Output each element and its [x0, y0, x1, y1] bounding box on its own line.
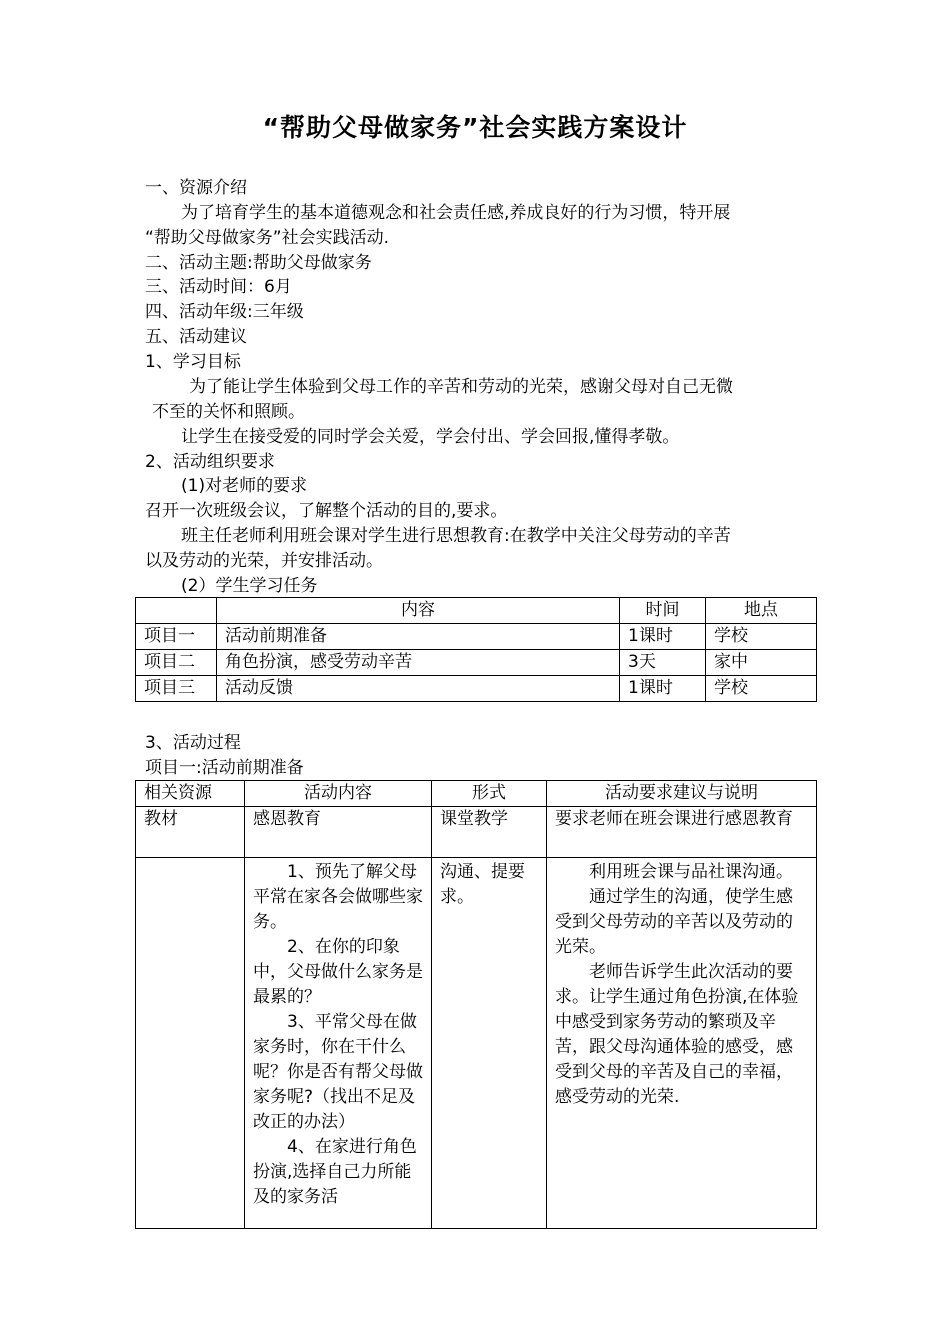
table-row	[136, 807, 817, 858]
requirement-heading: (2）学生学习任务	[181, 576, 318, 596]
note-paragraph: 利用班会课与品社课沟通。	[589, 862, 793, 882]
note-paragraph: 老师告诉学生此次活动的要求。让学生通过角色扮演,在体验中感受到家务劳动的繁琐及辛苦，跟父母沟通体验的感受，感受到父母的辛苦及自己的幸福，感受劳动的光荣.	[555, 962, 799, 1107]
table-cell: 1课时	[620, 624, 706, 650]
table-header-cell: 活动要求建议与说明	[547, 781, 817, 807]
activity-notes-cell	[547, 858, 817, 1229]
table-header-row	[136, 781, 817, 807]
goal-text: 让学生在接受爱的同时学会关爱，学会付出、学会回报,懂得孝敬。	[181, 427, 680, 447]
table-cell: 项目二	[136, 650, 217, 676]
requirement-text: 班主任老师利用班会课对学生进行思想教育:在教学中关注父母劳动的辛苦	[181, 526, 731, 546]
section-heading-grade: 四、活动年级:三年级	[145, 302, 304, 322]
table-header-cell: 活动内容	[245, 781, 432, 807]
table-cell: 沟通、提要求。	[432, 858, 547, 1229]
table-row	[136, 676, 817, 702]
requirement-text: 召开一次班级会议，了解整个活动的目的,要求。	[145, 501, 508, 521]
table-header-cell: 内容	[217, 598, 620, 624]
activity-step: 3、平常父母在做家务时，你在干什么呢？你是否有帮父母做家务呢?（找出不足及改正的办法）	[253, 1012, 423, 1132]
table-cell: 家中	[706, 650, 817, 676]
table-cell: 感恩教育	[245, 807, 432, 858]
table-cell: 学校	[706, 624, 817, 650]
section-heading-suggestions: 五、活动建议	[145, 327, 247, 347]
activity-content-cell	[245, 858, 432, 1229]
task-table	[135, 597, 817, 702]
note-paragraph: 通过学生的沟通，使学生感受到父母劳动的辛苦以及劳动的光荣。	[555, 887, 793, 957]
table-cell: 项目一	[136, 624, 217, 650]
activity-step: 4、在家进行角色扮演,选择自己力所能及的家务活	[253, 1137, 417, 1207]
process-table	[135, 780, 817, 1229]
requirement-heading: (1)对老师的要求	[181, 476, 308, 496]
goal-text: 为了能让学生体验到父母工作的辛苦和劳动的光荣，感谢父母对自己无微	[189, 377, 733, 397]
table-cell	[136, 858, 245, 1229]
table-cell: 1课时	[620, 676, 706, 702]
section-heading-time: 三、活动时间：6月	[145, 277, 292, 297]
section-heading-theme: 二、活动主题:帮助父母做家务	[145, 253, 372, 273]
subheading-organization: 2、活动组织要求	[145, 452, 275, 472]
table-header-cell: 形式	[432, 781, 547, 807]
table-cell: 课堂教学	[432, 807, 547, 858]
activity-step: 1、预先了解父母平常在家各会做哪些家务。	[253, 862, 423, 932]
table-header-cell: 相关资源	[136, 781, 245, 807]
activity-step: 2、在你的印象中，父母做什么家务是最累的？	[253, 937, 423, 1007]
table-cell: 要求老师在班会课进行感恩教育	[547, 807, 817, 858]
table-cell: 学校	[706, 676, 817, 702]
table-cell: 活动反馈	[217, 676, 620, 702]
table-header-row	[136, 598, 817, 624]
section-heading-resources: 一、资源介绍	[145, 178, 247, 198]
goal-text: 不至的关怀和照顾。	[152, 402, 305, 422]
requirement-text: 以及劳动的光荣，并安排活动。	[145, 551, 383, 571]
table-header-cell: 时间	[620, 598, 706, 624]
table-row	[136, 858, 817, 1229]
table-header-cell: 地点	[706, 598, 817, 624]
intro-text: 为了培育学生的基本道德观念和社会责任感,养成良好的行为习惯，特开展	[181, 203, 731, 223]
subheading-process: 3、活动过程	[145, 733, 241, 753]
subheading-goals: 1、学习目标	[145, 352, 241, 372]
table-row	[136, 650, 817, 676]
project-heading: 项目一:活动前期准备	[145, 758, 304, 778]
table-cell: 3天	[620, 650, 706, 676]
table-cell: 教材	[136, 807, 245, 858]
table-cell: 角色扮演，感受劳动辛苦	[217, 650, 620, 676]
page-title: “帮助父母做家务”社会实践方案设计	[262, 113, 688, 142]
table-header-cell	[136, 598, 217, 624]
table-cell: 项目三	[136, 676, 217, 702]
table-cell: 活动前期准备	[217, 624, 620, 650]
intro-text: “帮助父母做家务”社会实践活动.	[145, 228, 390, 248]
table-row	[136, 624, 817, 650]
